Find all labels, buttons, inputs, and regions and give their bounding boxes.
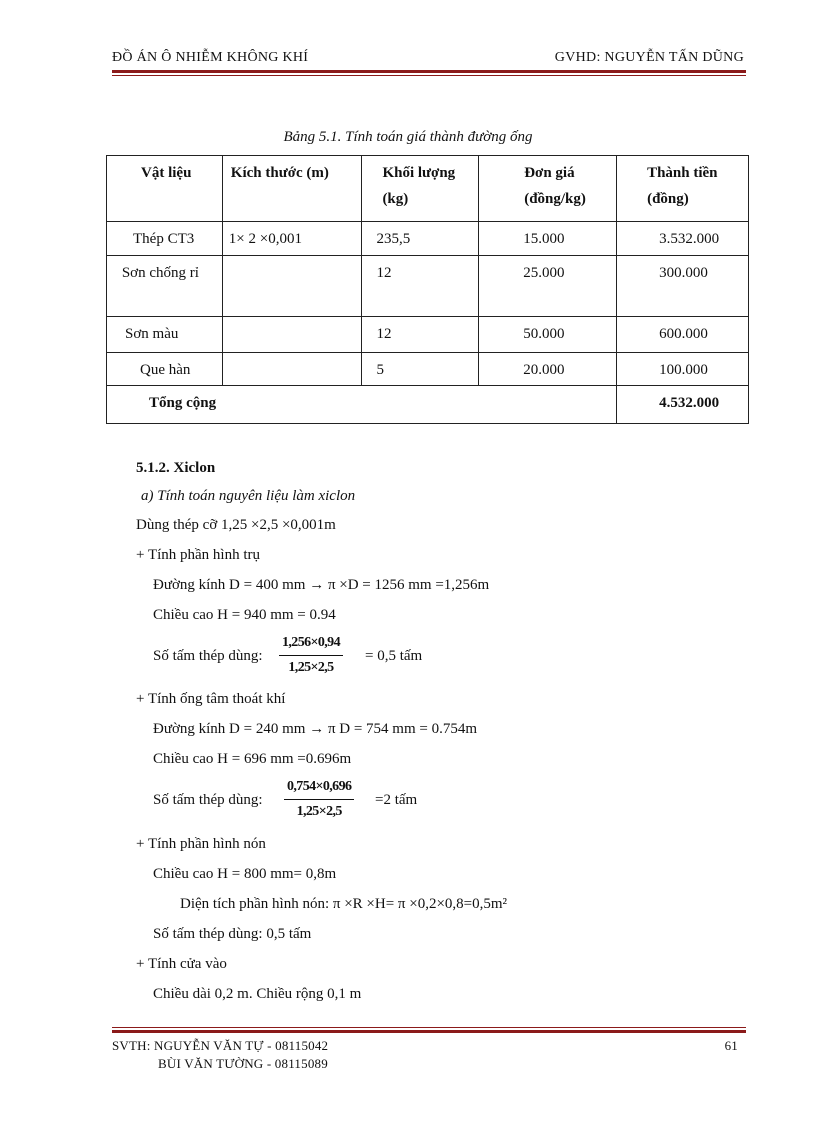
tube-fraction [284,777,354,822]
cell-material: Sơn chống rỉ [107,256,223,317]
cell-unit-price: 20.000 [479,353,617,386]
header-left: ĐỒ ÁN Ô NHIỄM KHÔNG KHÍ [112,50,309,65]
cell-weight: 5 [362,353,479,386]
header-total-price: Thành tiền (đồng) [617,156,749,222]
cone-heading: + Tính phần hình nón [136,836,266,852]
header-unit-price: Đơn giá (đồng/kg) [479,156,617,222]
table-total-row [107,386,749,424]
table-row [107,317,749,353]
cone-height: Chiều cao H = 800 mm= 0,8m [153,866,337,882]
tube-sheets-label: Số tấm thép dùng: [153,792,263,808]
cylinder-sheets-label: Số tấm thép dùng: [153,648,263,664]
header-rule-thick [112,70,746,73]
cell-total-price: 600.000 [617,317,749,353]
cell-weight: 12 [362,317,479,353]
cylinder-fraction-numerator: 1,256×0,94 [279,633,343,656]
cell-size [222,353,362,386]
tube-height: Chiều cao H = 696 mm =0.696m [153,751,352,767]
tube-heading: + Tính ống tâm thoát khí [136,691,286,707]
cylinder-fraction-denominator: 1,25×2,5 [288,660,334,675]
table-row [107,256,749,317]
table-caption-label: Bảng 5.1 [283,129,338,145]
cell-weight: 12 [362,256,479,317]
table-header-row [107,156,749,222]
inlet-dimensions: Chiều dài 0,2 m. Chiều rộng 0,1 m [153,986,362,1002]
cell-material: Que hàn [107,353,223,386]
cell-total-price: 300.000 [617,256,749,317]
table-row [107,353,749,386]
total-label: Tổng cộng [107,386,617,424]
footer-author-1: SVTH: NGUYỄN VĂN TỰ - 08115042 [112,1038,329,1053]
header-size: Kích thước (m) [222,156,362,222]
header-rule-thin [112,75,746,76]
tube-sheets-result: =2 tấm [375,792,418,808]
table-caption [0,129,816,146]
cell-unit-price: 15.000 [479,222,617,256]
footer-rule-thin [112,1027,746,1028]
cell-material: Sơn màu [107,317,223,353]
cost-table [106,155,749,424]
table-caption-text: . Tính toán giá thành đường ống [337,129,533,145]
cell-unit-price: 50.000 [479,317,617,353]
cone-sheets: Số tấm thép dùng: 0,5 tấm [153,926,312,942]
cell-unit-price: 25.000 [479,256,617,317]
tube-fraction-denominator: 1,25×2,5 [296,804,342,819]
header-weight: Khối lượng (kg) [362,156,479,222]
cell-size [222,317,362,353]
cylinder-height: Chiều cao H = 940 mm = 0.94 [153,607,336,623]
table-row [107,222,749,256]
tube-diameter: Đường kính D = 240 mm → π D = 754 mm = 0.754m [153,721,478,737]
section-title: 5.1.2. Xiclon [136,460,216,476]
cell-size: 1× 2 ×0,001 [222,222,362,256]
footer-rule-thick [112,1030,746,1033]
cylinder-diameter: Đường kính D = 400 mm → π ×D = 1256 mm =1,256m [153,577,490,593]
footer-author-2: BÙI VĂN TƯỜNG - 08115089 [158,1056,328,1071]
page-number: 61 [724,1038,738,1053]
inlet-heading: + Tính cửa vào [136,956,227,972]
tube-fraction-numerator: 0,754×0,696 [284,777,354,800]
cylinder-sheets-result: = 0,5 tấm [365,648,423,664]
header-material: Vật liệu [107,156,223,222]
header-right: GVHD: NGUYỄN TẤN DŨNG [554,50,744,65]
cell-total-price: 3.532.000 [617,222,749,256]
cell-size [222,256,362,317]
cell-material: Thép CT3 [107,222,223,256]
subsection-a: a) Tính toán nguyên liệu làm xiclon [141,488,356,504]
cell-weight: 235,5 [362,222,479,256]
steel-size-line: Dùng thép cỡ 1,25 ×2,5 ×0,001m [136,517,336,533]
cylinder-fraction [279,633,343,678]
cone-area: Diện tích phần hình nón: π ×R ×H= π ×0,2×0,8=0,5m² [180,896,508,912]
total-value: 4.532.000 [617,386,749,424]
cell-total-price: 100.000 [617,353,749,386]
cylinder-heading: + Tính phần hình trụ [136,547,261,563]
